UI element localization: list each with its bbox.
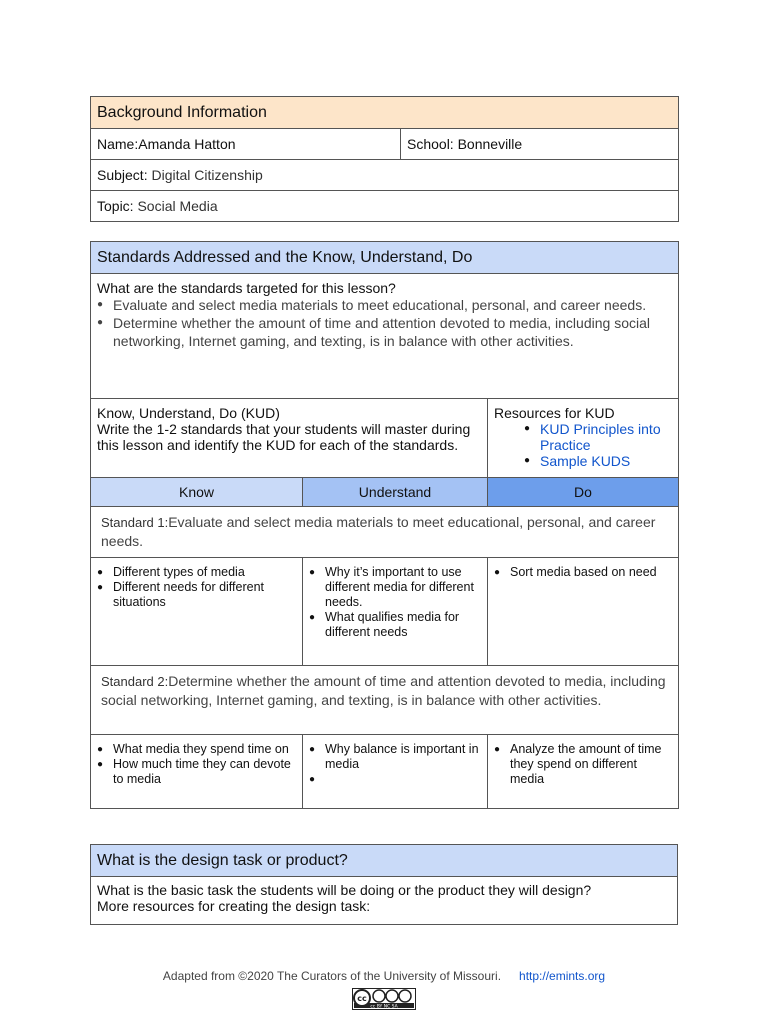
list-item [309, 772, 481, 787]
standard2-understand-list [309, 742, 481, 787]
list-item: ● Why balance is important in media [309, 742, 481, 772]
standard2-know-list [97, 742, 296, 787]
standard-item: ● Determine whether the amount of time and attention devoted to media, including social networking, Internet gaming, and texting, is in balance with other activities. [97, 314, 672, 350]
standard1-understand-list [309, 565, 481, 640]
topic-label: Topic: [97, 198, 134, 214]
standards-list [97, 296, 672, 350]
subject-value: Digital Citizenship [147, 167, 263, 183]
design-body-cell [91, 877, 678, 925]
standard1-know-list [97, 565, 296, 610]
column-do: Do [488, 478, 679, 507]
background-table [90, 96, 679, 222]
standard1-understand-cell [303, 558, 488, 666]
resources-heading: Resources for KUD [494, 405, 615, 421]
standard1-do-cell [488, 558, 679, 666]
subject-cell [91, 160, 679, 191]
footer [0, 969, 768, 983]
resource-item [524, 421, 672, 453]
list-item: ● What media they spend time on [97, 742, 296, 757]
standards-title: Standards Addressed and the Know, Understand, Do [91, 242, 679, 274]
resource-item [524, 453, 672, 469]
license-text: cc BY NC SA [370, 1004, 398, 1010]
footer-url-link[interactable]: http://emints.org [519, 969, 606, 983]
standard2-know-cell [91, 735, 303, 809]
standard2-do-list [494, 742, 672, 787]
standard2-cell [91, 666, 679, 735]
resources-list [494, 421, 672, 469]
standard1-label: Standard 1: [101, 515, 169, 530]
design-table [90, 844, 678, 925]
standards-table [90, 241, 679, 809]
list-item: ● How much time they can devote to media [97, 757, 296, 787]
column-understand: Understand [303, 478, 488, 507]
standard1-do-list [494, 565, 672, 580]
list-item: ● Sort media based on need [494, 565, 672, 580]
list-item: ● Analyze the amount of time they spend on different media [494, 742, 672, 787]
design-line-1: What is the basic task the students will be doing or the product they will design? [97, 882, 592, 898]
standards-question: What are the standards targeted for this lesson? [97, 280, 396, 296]
kud-heading: Know, Understand, Do (KUD) [97, 405, 280, 421]
list-item: ● Different needs for different situations [97, 580, 296, 610]
standard1-text: Evaluate and select media materials to meet educational, personal, and career needs. [101, 514, 656, 549]
list-item: ● Why it’s important to use different media for different needs. [309, 565, 481, 610]
kud-principles-link[interactable]: KUD Principles into Practice [540, 421, 661, 453]
subject-label: Subject: [97, 167, 148, 183]
list-item: ● What qualifies media for different needs [309, 610, 481, 640]
kud-cell [91, 399, 488, 478]
kud-instructions: Write the 1-2 standards that your students will master during this lesson and identify the KUD for each of the standards. [97, 421, 471, 453]
creative-commons-license-icon [352, 988, 416, 1010]
design-title: What is the design task or product? [91, 845, 678, 877]
topic-value: Social Media [133, 198, 218, 214]
standard-item: ● Evaluate and select media materials to meet educational, personal, and career needs. [97, 296, 672, 314]
standard2-label: Standard 2: [101, 674, 169, 689]
background-title: Background Information [91, 97, 679, 129]
standard2-do-cell [488, 735, 679, 809]
sample-kuds-link[interactable]: Sample KUDS [540, 453, 631, 469]
column-know: Know [91, 478, 303, 507]
list-item: ● Different types of media [97, 565, 296, 580]
standard1-know-cell [91, 558, 303, 666]
standards-question-cell [91, 274, 679, 399]
topic-cell [91, 191, 679, 222]
resources-cell [488, 399, 679, 478]
school-cell: School: Bonneville [401, 129, 679, 160]
standard1-cell [91, 507, 679, 558]
design-line-2: More resources for creating the design task: [97, 898, 371, 914]
footer-credit: Adapted from ©2020 The Curators of the University of Missouri. [162, 969, 502, 983]
standard2-understand-cell [303, 735, 488, 809]
name-cell: Name:Amanda Hatton [91, 129, 401, 160]
svg-text:cc: cc [357, 994, 367, 1003]
standard2-text: Determine whether the amount of time and attention devoted to media, including social networking, Internet gaming, and texting, is in balance with other activities. [101, 673, 666, 708]
